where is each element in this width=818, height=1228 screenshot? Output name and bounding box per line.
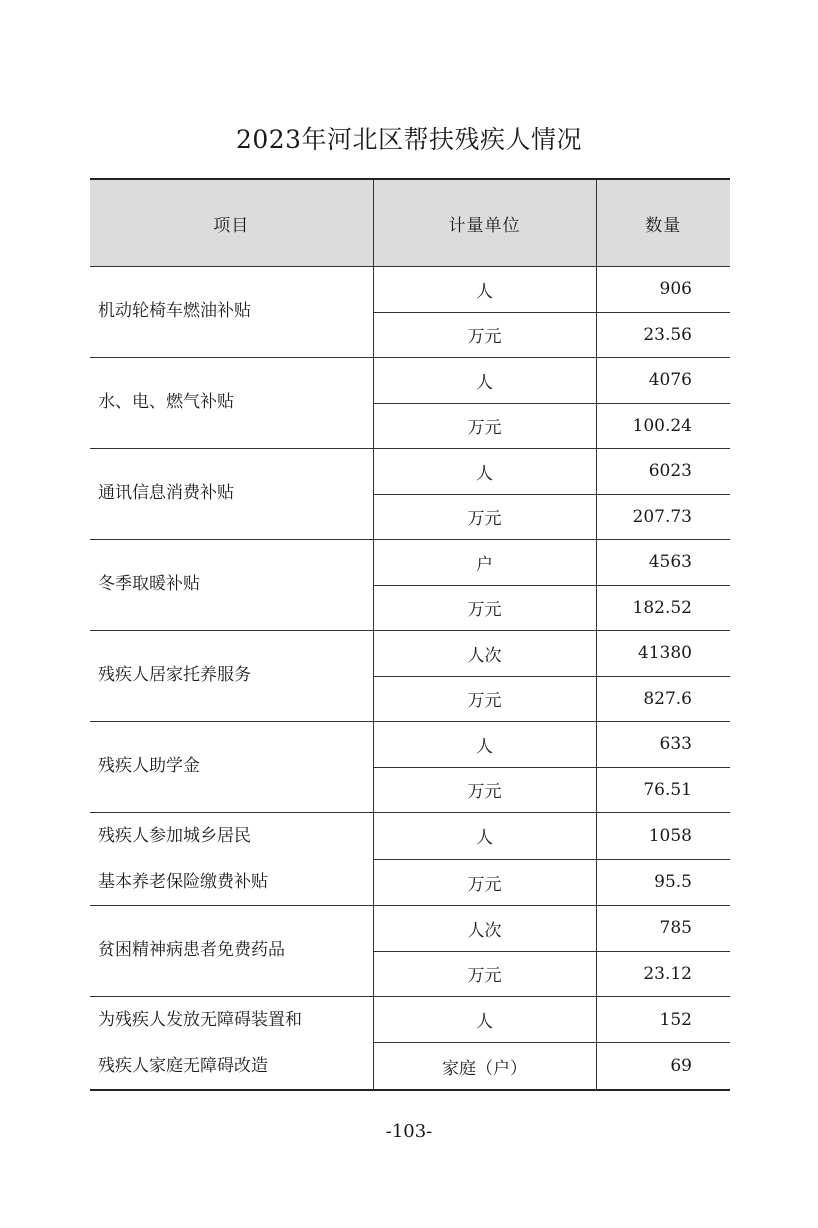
quantity-cell: 152	[596, 997, 730, 1043]
item-name-line: 残疾人助学金	[98, 756, 200, 777]
quantity-cell: 207.73	[596, 494, 730, 540]
unit-cell: 人	[373, 358, 596, 404]
table-row	[90, 631, 730, 677]
quantity-cell: 23.12	[596, 951, 730, 997]
item-name-cell	[90, 722, 373, 813]
item-name-line: 残疾人居家托养服务	[98, 665, 251, 686]
item-name-line: 残疾人参加城乡居民	[98, 826, 251, 846]
quantity-cell: 906	[596, 267, 730, 313]
item-name-line: 通讯信息消费补贴	[98, 483, 234, 504]
unit-cell: 人	[373, 449, 596, 495]
unit-cell: 万元	[373, 676, 596, 722]
unit-cell: 人	[373, 722, 596, 768]
table-row	[90, 997, 730, 1043]
item-name-cell	[90, 267, 373, 358]
header-unit: 计量单位	[373, 179, 596, 267]
unit-cell: 家庭（户）	[373, 1043, 596, 1090]
page-title: 2023年河北区帮扶残疾人情况	[235, 125, 583, 154]
table-row	[90, 358, 730, 404]
quantity-cell: 23.56	[596, 312, 730, 358]
item-name-cell	[90, 997, 373, 1091]
quantity-cell: 76.51	[596, 767, 730, 813]
table-row	[90, 540, 730, 586]
item-name-line: 残疾人家庭无障碍改造	[98, 1056, 268, 1076]
item-name-line: 水、电、燃气补贴	[98, 392, 234, 413]
quantity-cell: 1058	[596, 813, 730, 860]
quantity-cell: 633	[596, 722, 730, 768]
item-name-cell	[90, 906, 373, 997]
quantity-cell: 6023	[596, 449, 730, 495]
item-name-line: 贫困精神病患者免费药品	[98, 940, 285, 961]
unit-cell: 户	[373, 540, 596, 586]
unit-cell: 人	[373, 997, 596, 1043]
table-row	[90, 813, 730, 860]
quantity-cell: 41380	[596, 631, 730, 677]
item-name-line: 冬季取暖补贴	[98, 574, 200, 595]
item-name-cell	[90, 358, 373, 449]
table-row	[90, 267, 730, 313]
quantity-cell: 4076	[596, 358, 730, 404]
unit-cell: 万元	[373, 859, 596, 906]
table-header-row	[90, 179, 730, 267]
assistance-table	[90, 178, 730, 1091]
quantity-cell: 785	[596, 906, 730, 952]
unit-cell: 万元	[373, 494, 596, 540]
quantity-cell: 95.5	[596, 859, 730, 906]
header-quantity: 数量	[596, 179, 730, 267]
quantity-cell: 69	[596, 1043, 730, 1090]
table-row	[90, 906, 730, 952]
item-name-cell	[90, 449, 373, 540]
unit-cell: 人次	[373, 906, 596, 952]
item-name-line: 基本养老保险缴费补贴	[98, 872, 268, 892]
page-number: -103-	[385, 1121, 433, 1142]
unit-cell: 万元	[373, 585, 596, 631]
item-name-cell	[90, 813, 373, 906]
quantity-cell: 182.52	[596, 585, 730, 631]
unit-cell: 万元	[373, 312, 596, 358]
table-body	[90, 267, 730, 1091]
item-name-cell	[90, 631, 373, 722]
unit-cell: 万元	[373, 403, 596, 449]
table-row	[90, 449, 730, 495]
quantity-cell: 827.6	[596, 676, 730, 722]
unit-cell: 万元	[373, 951, 596, 997]
quantity-cell: 100.24	[596, 403, 730, 449]
unit-cell: 人次	[373, 631, 596, 677]
item-name-line: 为残疾人发放无障碍装置和	[98, 1010, 302, 1030]
quantity-cell: 4563	[596, 540, 730, 586]
table-row	[90, 722, 730, 768]
unit-cell: 人	[373, 267, 596, 313]
item-name-line: 机动轮椅车燃油补贴	[98, 301, 251, 322]
unit-cell: 人	[373, 813, 596, 860]
header-item: 项目	[90, 179, 373, 267]
unit-cell: 万元	[373, 767, 596, 813]
item-name-cell	[90, 540, 373, 631]
